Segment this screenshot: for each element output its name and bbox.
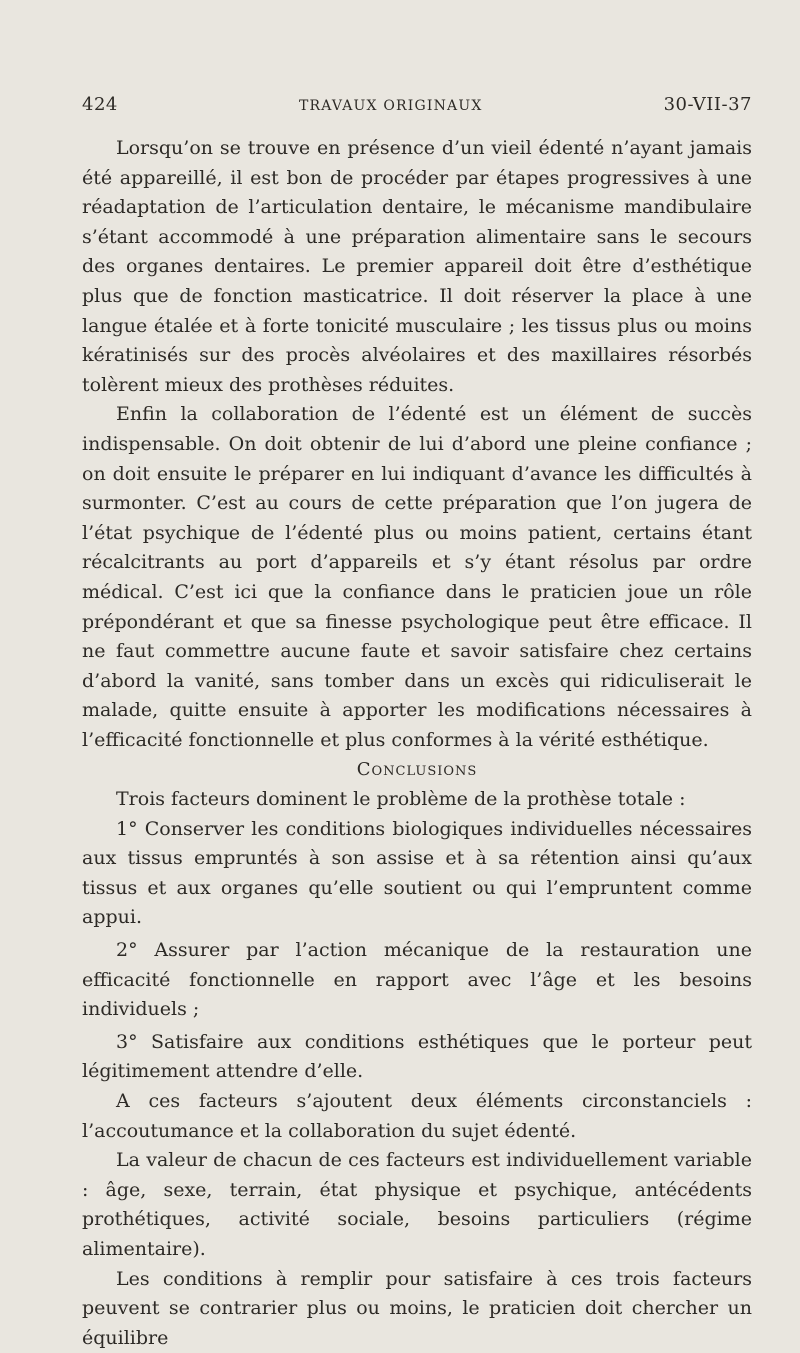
issue-date: 30-VII-37: [663, 94, 752, 115]
page-number: 424: [82, 94, 118, 115]
paragraph: Trois facteurs dominent le problème de la prothèse totale :: [116, 788, 686, 811]
paragraph: A ces facteurs s’ajoutent deux éléments circonstanciels : l’accoutumance et la collaboration du sujet édenté.: [82, 1090, 752, 1142]
running-title: TRAVAUX ORIGINAUX: [298, 98, 483, 114]
body-text: [82, 134, 752, 1353]
list-item: 1° Conserver les conditions biologiques individuelles nécessaires aux tissus empruntés à son assise et à sa rétention ainsi qu’aux tissus et aux organes qu’elle soutient ou qui l’empruntent comme appui.: [82, 817, 752, 929]
paragraph: Lorsqu’on se trouve en présence d’un vieil édenté n’ayant jamais été appareillé, il est bon de procéder par étapes progressives à une réadaptation de l’articulation dentaire, le mécanisme mandibulaire s’étant accommodé à une préparation alimentaire sans le secours des organes dentaires. Le premier appareil doit être d’esthétique plus que de fonction masticatrice. Il doit réserver la place à une langue étalée et à forte tonicité musculaire ; les tissus plus ou moins kératinisés sur des procès alvéolaires et des maxillaires résorbés tolèrent mieux des prothèses réduites.: [82, 137, 752, 396]
paragraph: Les conditions à remplir pour satisfaire à ces trois facteurs peuvent se contrarier plus ou moins, le praticien doit chercher un équilibre: [82, 1267, 752, 1349]
list-item: 3° Satisfaire aux conditions esthétiques que le porteur peut légitimement attendre d’elle.: [82, 1030, 752, 1083]
section-title: Conclusions: [356, 759, 478, 781]
running-head: [82, 94, 752, 115]
paragraph: Enfin la collaboration de l’édenté est un élément de succès indispensable. On doit obtenir de lui d’abord une pleine confiance ; on doit ensuite le préparer en lui indiquant d’avance les difficultés à surmonter. C’est au cours de cette préparation que l’on jugera de l’état psychique de l’édenté plus ou moins patient, certains étant récalcitrants au port d’appareils et s’y étant résolus par ordre médical. C’est ici que la confiance dans le praticien joue un rôle prépondérant et que sa finesse psychologique peut être efficace. Il ne faut commettre aucune faute et savoir satisfaire chez certains d’abord la vanité, sans tomber dans un excès qui ridiculiserait le malade, quitte ensuite à apporter les modifications nécessaires à l’efficacité fonctionnelle et plus conformes à la vérité esthétique.: [82, 403, 752, 751]
paragraph: La valeur de chacun de ces facteurs est individuellement variable : âge, sexe, terrain, état physique et psychique, antécédents prothétiques, activité sociale, besoins particuliers (régime alimentaire).: [82, 1149, 752, 1260]
list-item: 2° Assurer par l’action mécanique de la restauration une efficacité fonctionnelle en rapport avec l’âge et les besoins individuels ;: [82, 939, 752, 1021]
